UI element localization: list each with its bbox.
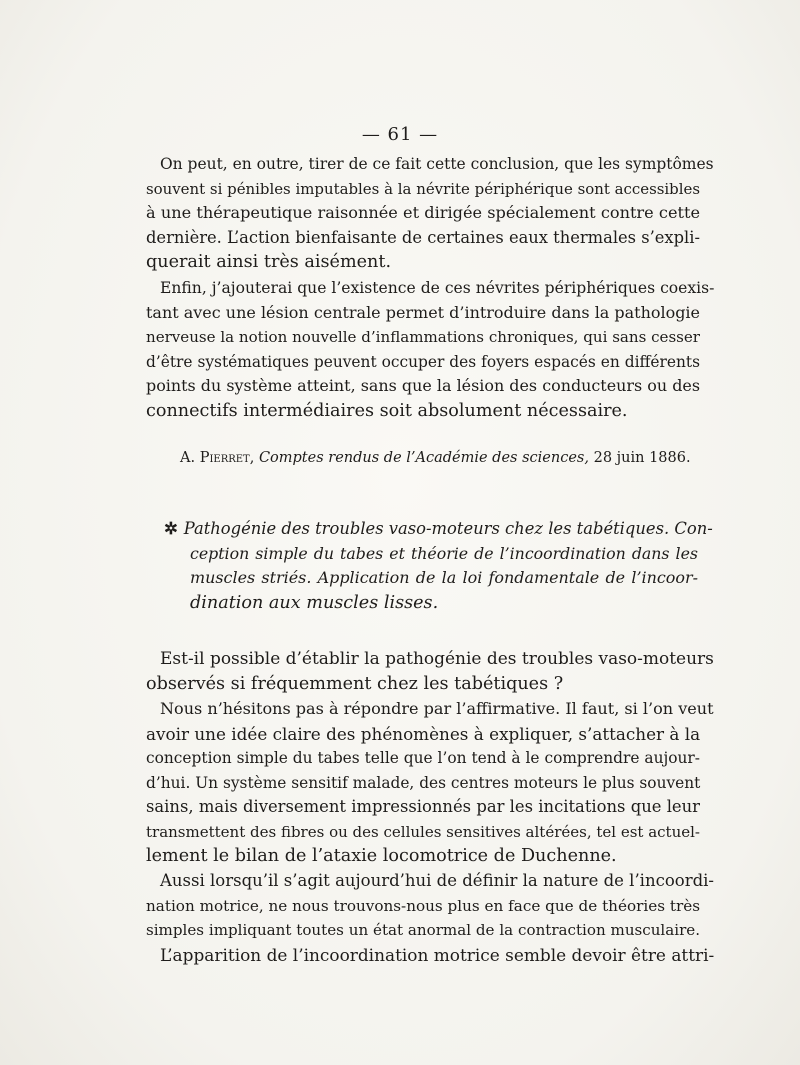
text-line: L’apparition de l’incoordination motrice semble devoir être attri- — [160, 945, 715, 965]
text-line: points du système atteint, sans que la lésion des conducteurs ou des — [146, 376, 700, 395]
text-line: souvent si pénibles imputables à la névrite périphérique sont accessibles — [146, 179, 700, 198]
text-line: à une thérapeutique raisonnée et dirigée spécialement contre cette — [146, 203, 700, 222]
text-line: Aussi lorsqu’il s’agit aujourd’hui de définir la nature de l’incoordi- — [160, 871, 714, 890]
citation-date: 28 juin 1886. — [593, 450, 691, 466]
heading-line: muscles striés. Application de la loi fondamentale de l’incoor- — [190, 568, 698, 587]
text-line: conception simple du tabes telle que l’on tend à le comprendre aujour- — [146, 749, 700, 767]
text-line: simples impliquant toutes un état anormal de la contraction musculaire. — [146, 921, 700, 939]
text-line: sains, mais diversement impressionnés par les incitations que leur — [146, 797, 700, 816]
text-line: connectifs intermédiaires soit absolument nécessaire. — [146, 400, 628, 421]
text-line: Nous n’hésitons pas à répondre par l’affirmative. Il faut, si l’on veut — [160, 699, 714, 718]
heading-line: dination aux muscles lisses. — [190, 592, 439, 613]
section-heading — [164, 517, 713, 615]
paragraph-4 — [146, 697, 714, 869]
text-line: nerveuse la notion nouvelle d’inflammations chroniques, qui sans cesser — [146, 328, 700, 346]
text-line: avoir une idée claire des phénomènes à expliquer, s’attacher à la — [146, 723, 701, 744]
text-line: d’être systématiques peuvent occuper des foyers espacés en différents — [146, 352, 700, 371]
citation-author: A. Pierret, — [180, 450, 255, 466]
text-line: nation motrice, ne nous trouvons-nous plus en face que de théories très — [146, 896, 700, 915]
text-line: On peut, en outre, tirer de ce fait cette conclusion, que les symptômes — [160, 155, 714, 173]
text-line: querait ainsi très aisément. — [146, 252, 392, 272]
text-line: d’hui. Un système sensitif malade, des centres moteurs le plus souvent — [146, 773, 701, 792]
citation — [180, 450, 691, 466]
text-line: tant avec une lésion centrale permet d’introduire dans la pathologie — [146, 302, 700, 322]
citation-title: Comptes rendus de l’Académie des sciences, — [258, 450, 589, 466]
heading-line: ✲ Pathogénie des troubles vaso-moteurs chez les tabétiques. Con- — [164, 519, 713, 538]
paragraph-1 — [146, 152, 714, 275]
paragraph-3 — [146, 647, 714, 696]
text-line: transmettent des fibres ou des cellules sensitives altérées, tel est actuel- — [146, 822, 700, 841]
text-line: dernière. L’action bienfaisante de certaines eaux thermales s’expli- — [146, 227, 700, 247]
text-line: Enfin, j’ajouterai que l’existence de ces névrites périphériques coexis- — [160, 279, 715, 297]
paragraph-5 — [146, 869, 714, 943]
text-line: Est-il possible d’établir la pathogénie des troubles vaso-moteurs — [160, 649, 714, 669]
text-line: lement le bilan de l’ataxie locomotrice de Duchenne. — [146, 846, 617, 866]
asterisk-icon: ✲ — [164, 519, 178, 538]
page-number: — 61 — — [361, 124, 439, 145]
heading-line: ception simple du tabes et théorie de l’incoordination dans les — [190, 543, 698, 563]
paragraph-2 — [146, 276, 715, 423]
text-line: observés si fréquemment chez les tabétiques ? — [146, 673, 564, 694]
paragraph-6 — [160, 943, 715, 968]
